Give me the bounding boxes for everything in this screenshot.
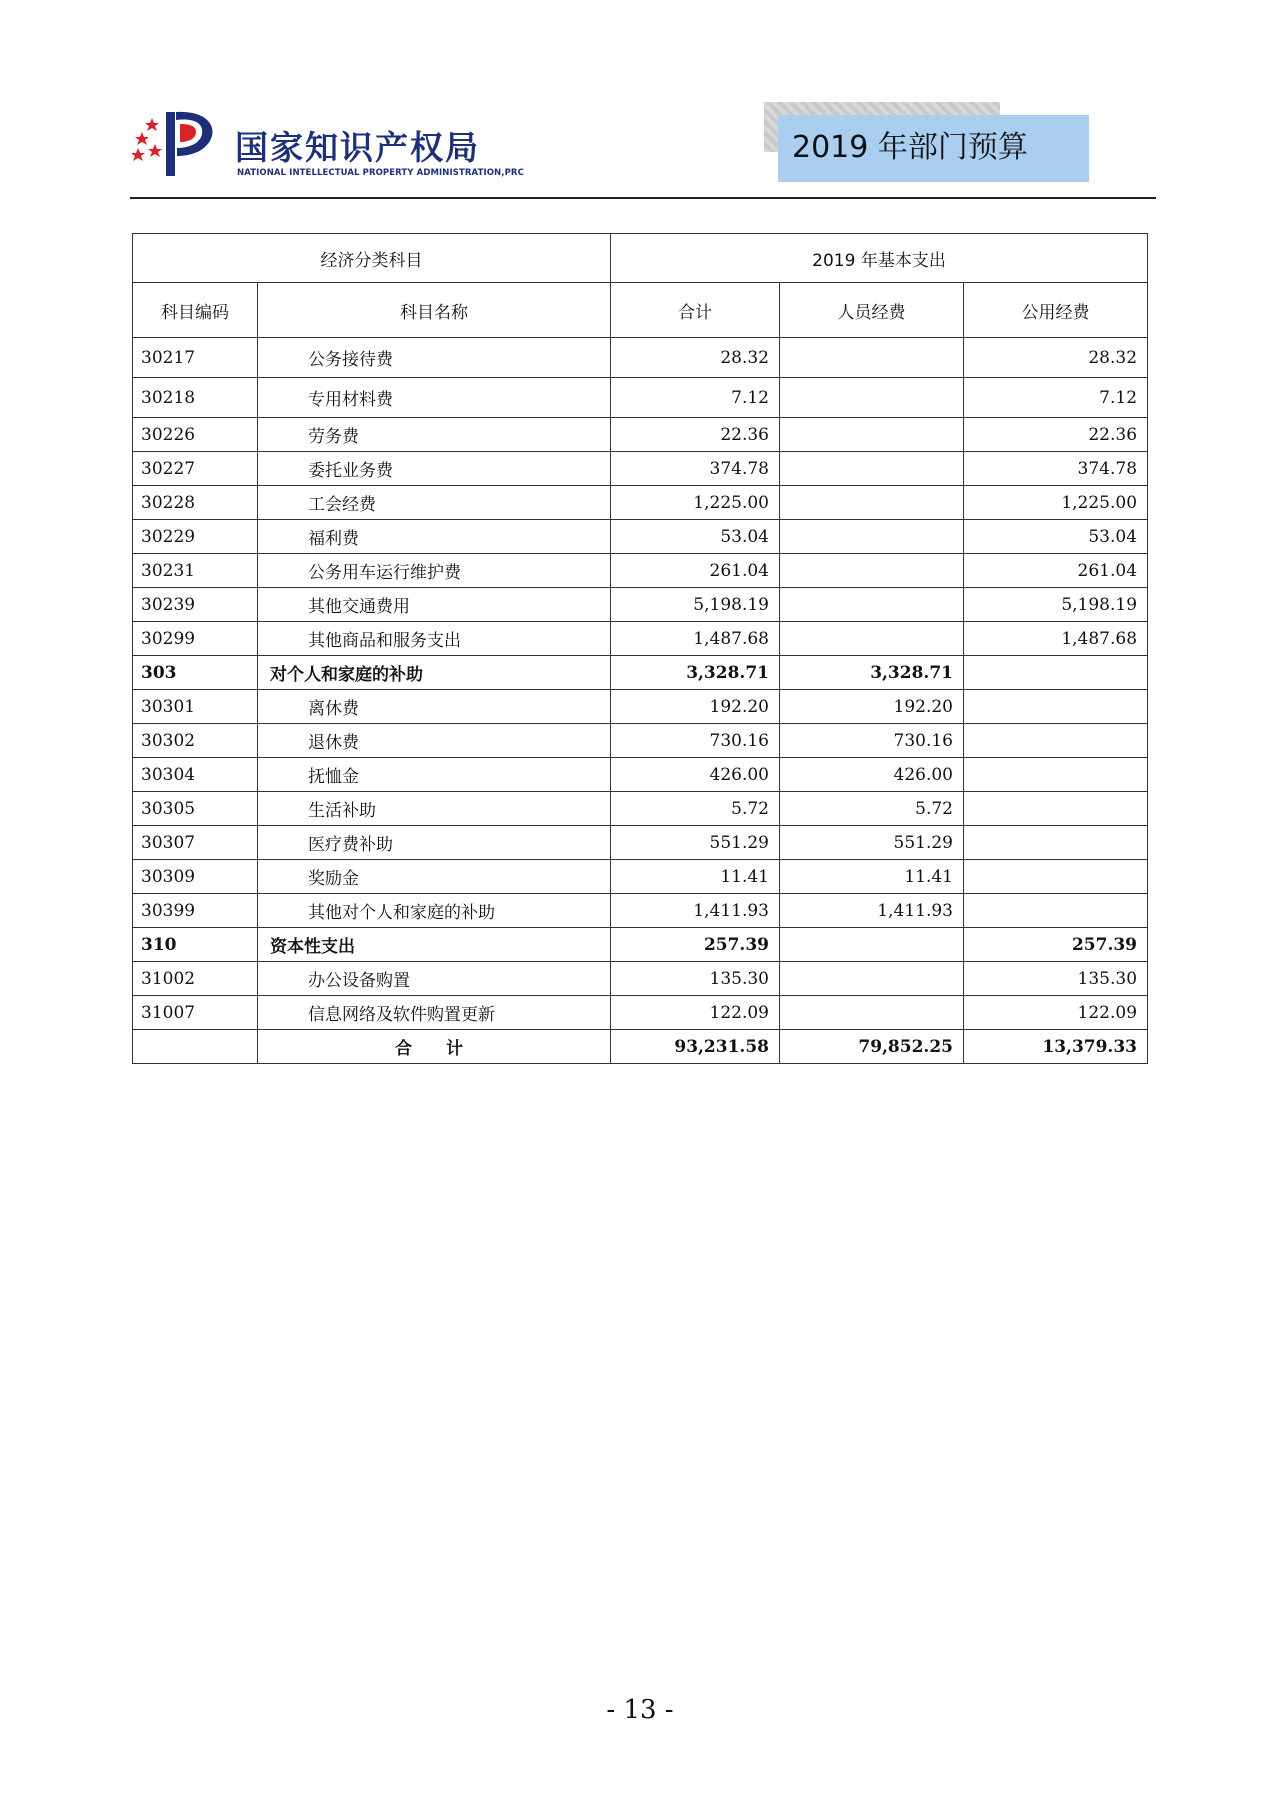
cell-public: 374.78: [964, 452, 1148, 486]
cell-personnel: [780, 588, 964, 622]
cell-name: 离休费: [258, 690, 611, 724]
cell-name: 工会经费: [258, 486, 611, 520]
cell-total: 1,411.93: [611, 894, 780, 928]
cell-public: 7.12: [964, 378, 1148, 418]
table-row: [133, 486, 1148, 520]
cell-public: 257.39: [964, 928, 1148, 962]
cell-public: 1,225.00: [964, 486, 1148, 520]
cell-public: [964, 758, 1148, 792]
table-row: [133, 378, 1148, 418]
table-row: [133, 588, 1148, 622]
table-total-row: [133, 1030, 1148, 1064]
cell-public: 1,487.68: [964, 622, 1148, 656]
logo-chinese-name: 国家知识产权局: [235, 128, 480, 167]
cnipa-emblem-icon: [130, 104, 240, 184]
cell-code: 30305: [133, 792, 258, 826]
cell-name: 专用材料费: [258, 378, 611, 418]
cell-total: 5.72: [611, 792, 780, 826]
cell-name: 对个人和家庭的补助: [258, 656, 611, 690]
cell-code: 30399: [133, 894, 258, 928]
cell-name: 公务用车运行维护费: [258, 554, 611, 588]
cell-total: 551.29: [611, 826, 780, 860]
cell-personnel: 79,852.25: [780, 1030, 964, 1064]
table-row: [133, 826, 1148, 860]
cell-total: 257.39: [611, 928, 780, 962]
logo: [130, 104, 580, 184]
cell-total: 93,231.58: [611, 1030, 780, 1064]
cell-name: 抚恤金: [258, 758, 611, 792]
cell-name: 资本性支出: [258, 928, 611, 962]
cell-personnel: 426.00: [780, 758, 964, 792]
cell-public: 28.32: [964, 338, 1148, 378]
cell-code: 30239: [133, 588, 258, 622]
table-row: [133, 928, 1148, 962]
cell-code: 310: [133, 928, 258, 962]
cell-name: 委托业务费: [258, 452, 611, 486]
cell-name: 其他商品和服务支出: [258, 622, 611, 656]
cell-personnel: [780, 554, 964, 588]
table-group-header: [133, 234, 1148, 283]
header-rule: [130, 197, 1156, 199]
cell-public: 22.36: [964, 418, 1148, 452]
cell-code: 30226: [133, 418, 258, 452]
cell-code: 30307: [133, 826, 258, 860]
table-row: [133, 338, 1148, 378]
cell-total: 730.16: [611, 724, 780, 758]
cell-personnel: [780, 928, 964, 962]
table-row: [133, 996, 1148, 1030]
table-row: [133, 622, 1148, 656]
cell-code: 30228: [133, 486, 258, 520]
cell-name: 办公设备购置: [258, 962, 611, 996]
cell-personnel: [780, 996, 964, 1030]
table-row: [133, 792, 1148, 826]
cell-personnel: [780, 452, 964, 486]
table-row: [133, 452, 1148, 486]
cell-public: [964, 826, 1148, 860]
cell-name: 其他对个人和家庭的补助: [258, 894, 611, 928]
cell-total: 7.12: [611, 378, 780, 418]
table-row: [133, 554, 1148, 588]
logo-english-name: NATIONAL INTELLECTUAL PROPERTY ADMINISTRATION,PRC: [237, 168, 524, 178]
cell-total: 1,225.00: [611, 486, 780, 520]
table-row: [133, 520, 1148, 554]
table-column-header: [133, 283, 1148, 338]
column-header-personnel: 人员经费: [780, 283, 964, 338]
cell-total: 122.09: [611, 996, 780, 1030]
cell-code: 30304: [133, 758, 258, 792]
cell-public: [964, 792, 1148, 826]
cell-total: 11.41: [611, 860, 780, 894]
table-row: [133, 860, 1148, 894]
cell-total: 374.78: [611, 452, 780, 486]
page-number: - 13 -: [606, 1695, 674, 1725]
cell-name: 其他交通费用: [258, 588, 611, 622]
cell-code: 30218: [133, 378, 258, 418]
table-row: [133, 656, 1148, 690]
cell-name: 奖励金: [258, 860, 611, 894]
table-row: [133, 758, 1148, 792]
cell-public: [964, 860, 1148, 894]
cell-name: 生活补助: [258, 792, 611, 826]
cell-personnel: [780, 622, 964, 656]
cell-name: 退休费: [258, 724, 611, 758]
cell-code: 30309: [133, 860, 258, 894]
cell-personnel: [780, 962, 964, 996]
cell-code: 303: [133, 656, 258, 690]
cell-public: [964, 690, 1148, 724]
cell-name: 信息网络及软件购置更新: [258, 996, 611, 1030]
cell-total: 1,487.68: [611, 622, 780, 656]
cell-personnel: 3,328.71: [780, 656, 964, 690]
cell-code: 31007: [133, 996, 258, 1030]
cell-code: 30227: [133, 452, 258, 486]
cell-personnel: [780, 520, 964, 554]
cell-personnel: 11.41: [780, 860, 964, 894]
cell-code: 30231: [133, 554, 258, 588]
column-header-code: 科目编码: [133, 283, 258, 338]
cell-personnel: 1,411.93: [780, 894, 964, 928]
cell-personnel: 551.29: [780, 826, 964, 860]
cell-total: 5,198.19: [611, 588, 780, 622]
cell-code: 30217: [133, 338, 258, 378]
cell-name: 福利费: [258, 520, 611, 554]
cell-personnel: 5.72: [780, 792, 964, 826]
cell-personnel: [780, 418, 964, 452]
cell-total-label: 合 计: [258, 1030, 611, 1064]
cell-public: [964, 724, 1148, 758]
table-row: [133, 418, 1148, 452]
cell-total: 22.36: [611, 418, 780, 452]
cell-public: 5,198.19: [964, 588, 1148, 622]
cell-public: 13,379.33: [964, 1030, 1148, 1064]
cell-personnel: [780, 338, 964, 378]
cell-total: 53.04: [611, 520, 780, 554]
cell-code: 30302: [133, 724, 258, 758]
cell-public: 135.30: [964, 962, 1148, 996]
table-row: [133, 690, 1148, 724]
cell-personnel: [780, 486, 964, 520]
cell-total: 135.30: [611, 962, 780, 996]
cell-public: [964, 656, 1148, 690]
cell-code-empty: [133, 1030, 258, 1064]
cell-code: 30299: [133, 622, 258, 656]
cell-code: 30229: [133, 520, 258, 554]
budget-year-badge: 2019 年部门预算: [778, 115, 1089, 182]
cell-total: 3,328.71: [611, 656, 780, 690]
column-header-public: 公用经费: [964, 283, 1148, 338]
cell-public: [964, 894, 1148, 928]
table-row: [133, 962, 1148, 996]
cell-name: 公务接待费: [258, 338, 611, 378]
cell-personnel: 192.20: [780, 690, 964, 724]
cell-personnel: 730.16: [780, 724, 964, 758]
header-economic-category: 经济分类科目: [133, 234, 611, 283]
cell-total: 261.04: [611, 554, 780, 588]
table-row: [133, 724, 1148, 758]
cell-public: 53.04: [964, 520, 1148, 554]
cell-code: 31002: [133, 962, 258, 996]
cell-name: 劳务费: [258, 418, 611, 452]
budget-table: [132, 233, 1148, 1064]
cell-personnel: [780, 378, 964, 418]
header-basic-expenditure: 2019 年基本支出: [611, 234, 1148, 283]
table-row: [133, 894, 1148, 928]
cell-total: 426.00: [611, 758, 780, 792]
cell-total: 28.32: [611, 338, 780, 378]
cell-public: 261.04: [964, 554, 1148, 588]
cell-total: 192.20: [611, 690, 780, 724]
column-header-total: 合计: [611, 283, 780, 338]
cell-code: 30301: [133, 690, 258, 724]
cell-public: 122.09: [964, 996, 1148, 1030]
column-header-name: 科目名称: [258, 283, 611, 338]
cell-name: 医疗费补助: [258, 826, 611, 860]
